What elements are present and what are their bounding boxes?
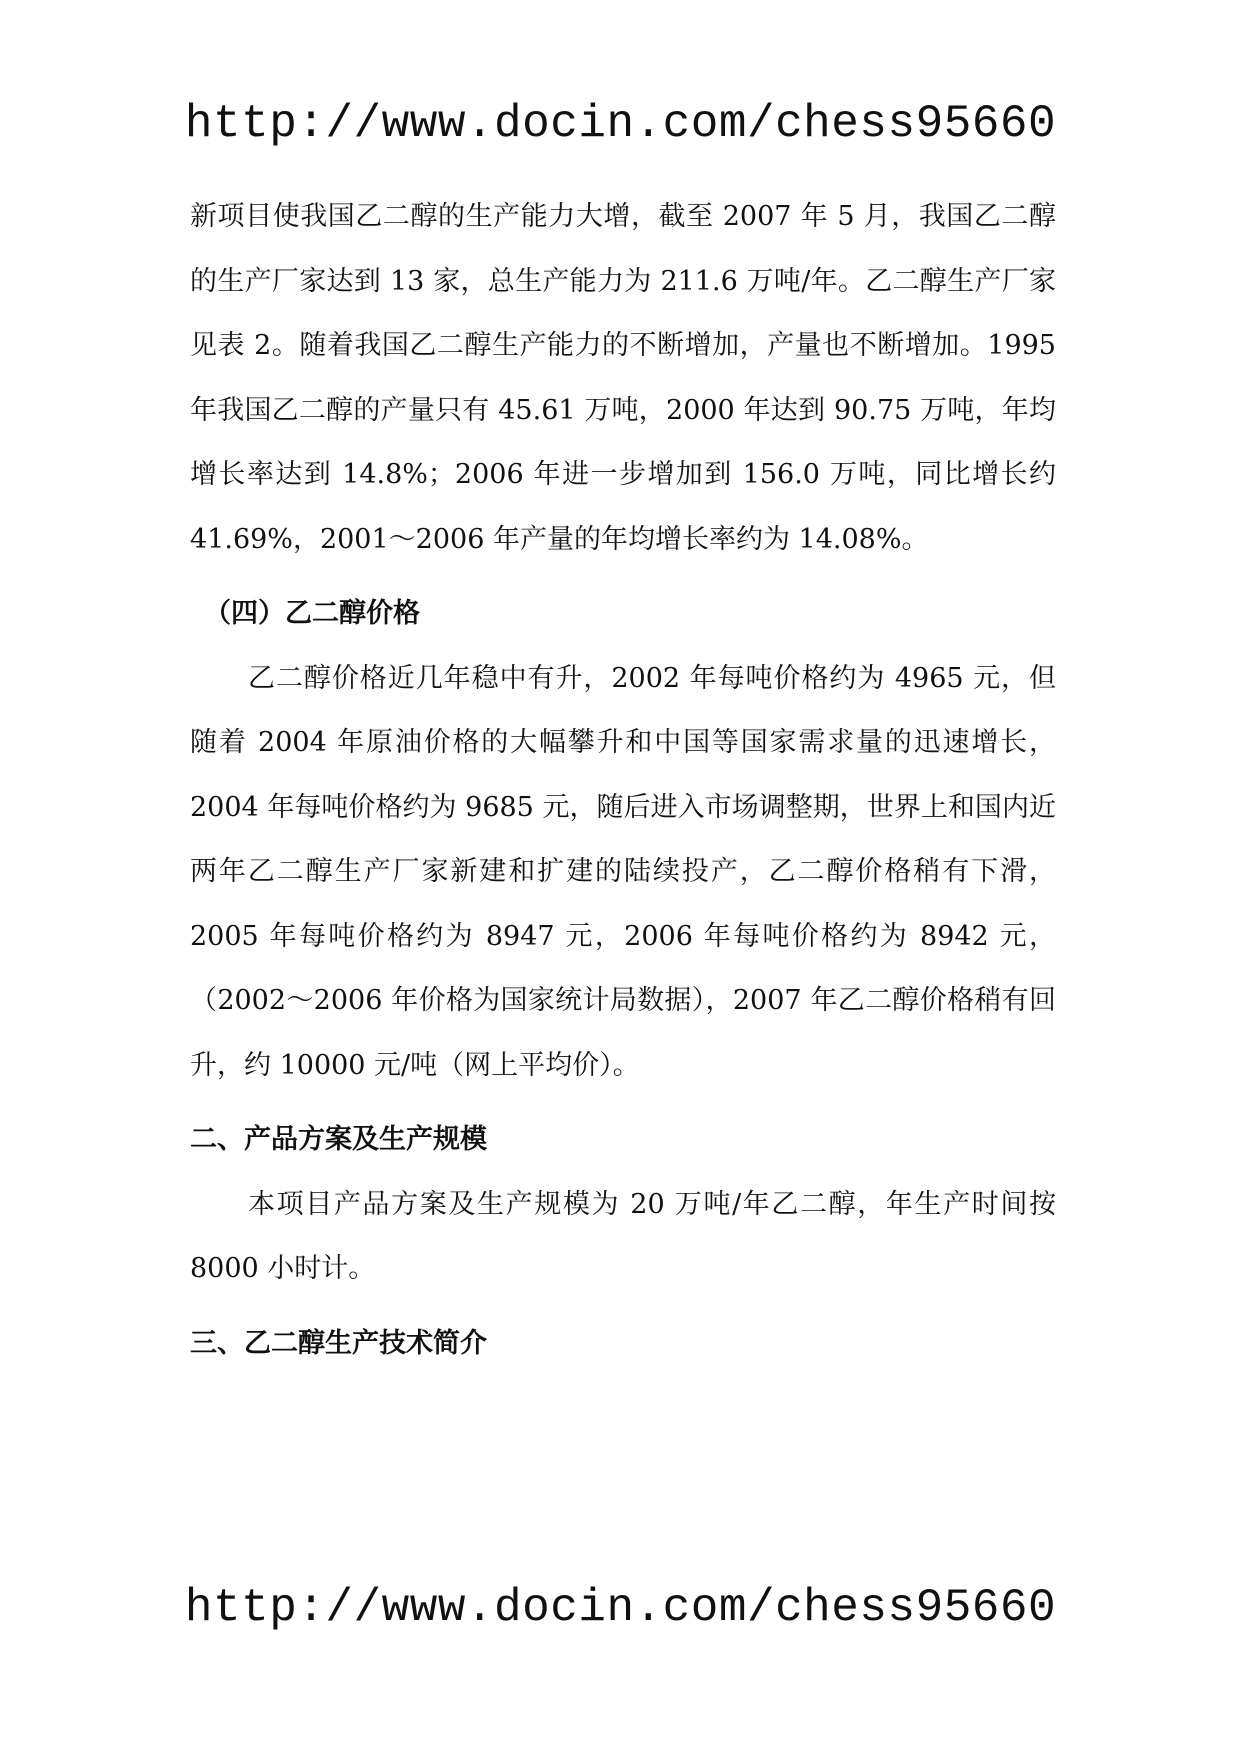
paragraph-capacity-output: 新项目使我国乙二醇的生产能力大增，截至 2007 年 5 月，我国乙二醇的生产厂家达到 13 家，总生产能力为 211.6 万吨/年。乙二醇生产厂家见表 2。随着我国乙二醇生产能力的不断增加，产量也不断增加。1995 年我国乙二醇的产量只有 45.61 万吨，2000 年达到 90.75 万吨，年均增长率达到 14.8%；2006 年进一步增加到 156.0 万吨，同比增长约 41.69%，2001～2006 年产量的年均增长率约为 14.08%。 xyxy=(190,201,1056,555)
paragraph-price: 乙二醇价格近几年稳中有升，2002 年每吨价格约为 4965 元，但随着 2004 年原油价格的大幅攀升和中国等国家需求量的迅速增长，2004 年每吨价格约为 9685 元，随后进入市场调整期，世界上和国内近两年乙二醇生产厂家新建和扩建的陆续投产，乙二醇价格稍有下滑，2005 年每吨价格约为 8947 元，2006 年每吨价格约为 8942 元，（2002～2006 年价格为国家统计局数据），2007 年乙二醇价格稍有回升，约 10000 元/吨（网上平均价）。 xyxy=(190,662,1056,1081)
section-heading-product-plan: 二、产品方案及生产规模 xyxy=(190,1124,487,1155)
document-body xyxy=(190,185,1056,1376)
watermark-url-top: http://www.docin.com/chess95660 xyxy=(184,98,1057,150)
watermark-url-bottom: http://www.docin.com/chess95660 xyxy=(184,1582,1057,1634)
section-heading-price: （四）乙二醇价格 xyxy=(204,598,420,629)
paragraph-product-plan: 本项目产品方案及生产规模为 20 万吨/年乙二醇，年生产时间按 8000 小时计。 xyxy=(190,1188,1056,1284)
section-heading-technology: 三、乙二醇生产技术简介 xyxy=(190,1327,487,1359)
